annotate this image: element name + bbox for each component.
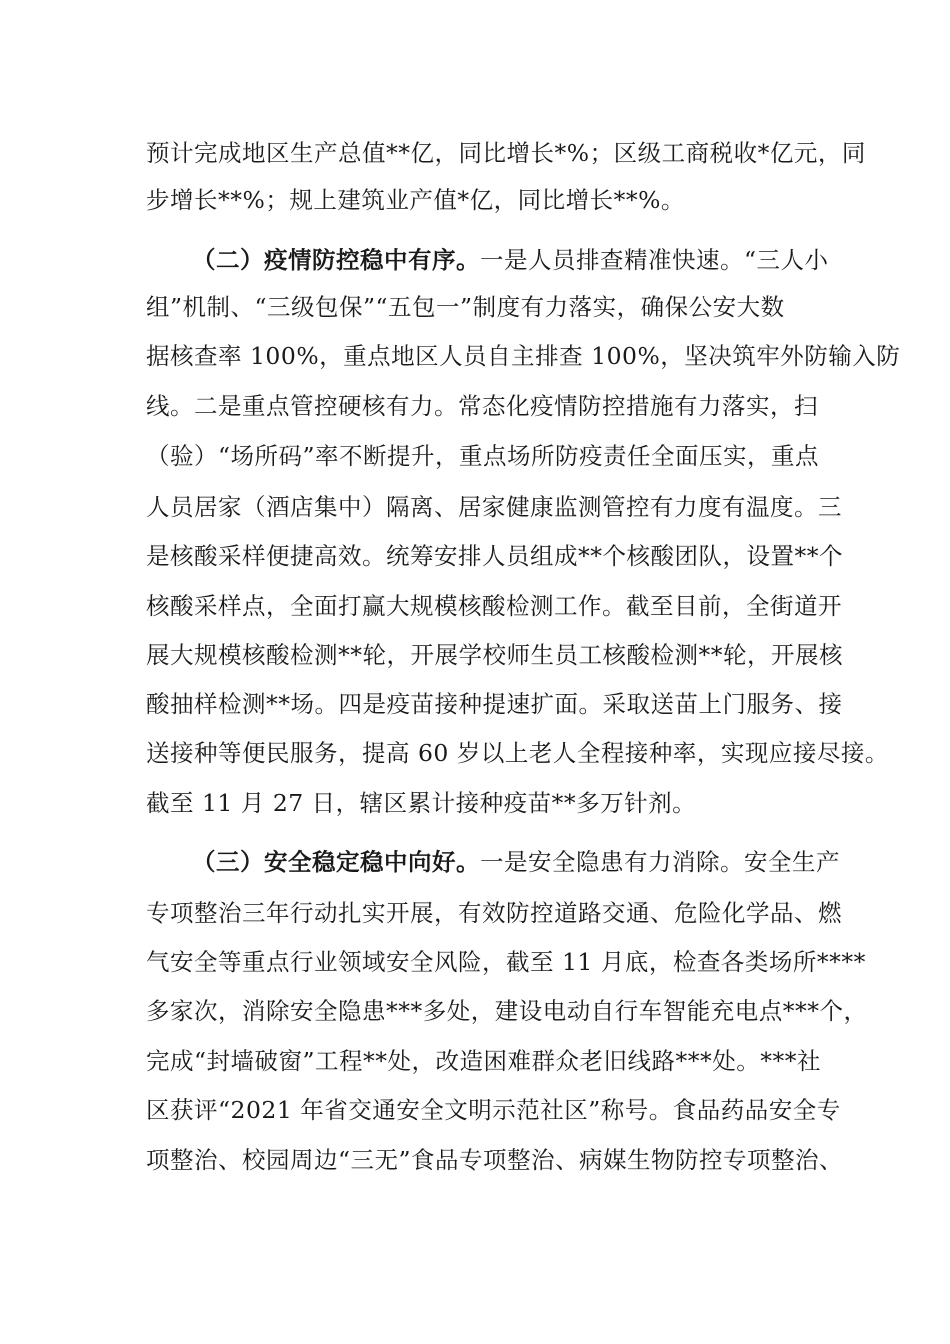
paragraph-line: 专项整治三年行动扎实开展，有效防控道路交通、危险化学品、燃 — [146, 899, 842, 927]
section-2-first-line-text: 一是人员排查精准快速。“三人小 — [480, 246, 829, 274]
paragraph-line: 项整治、校园周边“三无”食品专项整治、病媒生物防控专项整治、 — [146, 1146, 844, 1174]
paragraph-line: 是核酸采样便捷高效。统筹安排人员组成**个核酸团队，设置**个 — [146, 542, 843, 570]
paragraph-line: 预计完成地区生产总值**亿，同比增长*%；区级工商税收*亿元，同 — [146, 139, 866, 167]
paragraph-line: 展大规模核酸检测**轮，开展学校师生员工核酸检测**轮，开展核 — [146, 641, 843, 669]
section-3-heading: （三）安全稳定稳中向好。 — [192, 848, 480, 876]
paragraph-line: 多家次，消除安全隐患***多处，建设电动自行车智能充电点***个， — [146, 997, 868, 1025]
paragraph-line: 核酸采样点，全面打赢大规模核酸检测工作。截至目前，全街道开 — [146, 592, 842, 620]
paragraph-line: 完成“封墙破窗”工程**处，改造困难群众老旧线路***处。***社 — [146, 1047, 822, 1075]
section-2-heading: （二）疫情防控稳中有序。 — [192, 246, 480, 274]
paragraph-line: 截至 11 月 27 日，辖区累计接种疫苗**多万针剂。 — [146, 789, 697, 817]
paragraph-line: 据核查率 100%，重点地区人员自主排查 100%，坚决筑牢外防输入防 — [146, 342, 901, 370]
paragraph-line: 人员居家（酒店集中）隔离、居家健康监测管控有力度有温度。三 — [146, 493, 842, 521]
section-3-first-line-text: 一是安全隐患有力消除。安全生产 — [480, 848, 840, 876]
paragraph-line: 线。二是重点管控硬核有力。常态化疫情防控措施有力落实，扫 — [146, 392, 818, 420]
paragraph-line: 组”机制、“三级包保”“五包一”制度有力落实，确保公安大数 — [146, 293, 785, 321]
paragraph-line: 气安全等重点行业领域安全风险，截至 11 月底，检查各类场所**** — [146, 948, 866, 976]
paragraph-line: 送接种等便民服务，提高 60 岁以上老人全程接种率，实现应接尽接。 — [146, 739, 889, 767]
paragraph-line: 酸抽样检测**场。四是疫苗接种提速扩面。采取送苗上门服务、接 — [146, 690, 843, 718]
paragraph-line: 区获评“2021 年省交通安全文明示范社区”称号。食品药品安全专 — [146, 1096, 841, 1124]
paragraph-line: （验）“场所码”率不断提升，重点场所防疫责任全面压实，重点 — [146, 442, 820, 470]
section-2-first-line — [192, 245, 829, 275]
paragraph-line: 步增长**%；规上建筑业产值*亿，同比增长**%。 — [146, 186, 685, 214]
section-3-first-line — [192, 847, 840, 877]
